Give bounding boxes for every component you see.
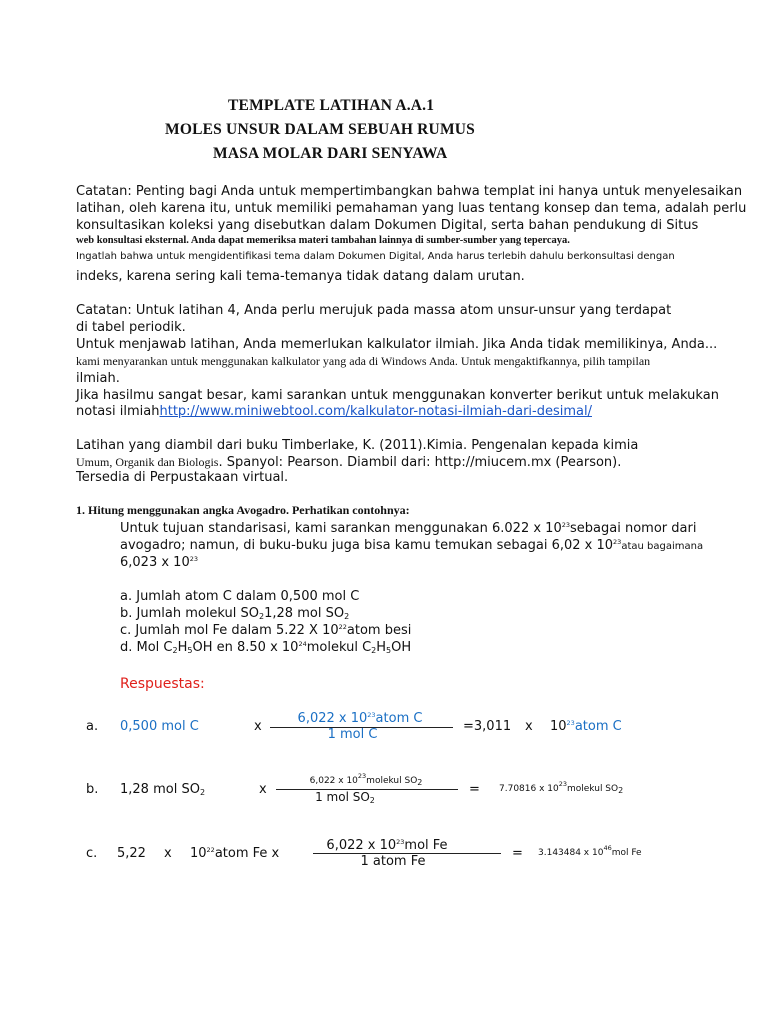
item-a: a. Jumlah atom C dalam 0,500 mol C bbox=[120, 589, 360, 604]
title-line-1: TEMPLATE LATIHAN A.A.1 bbox=[228, 97, 435, 114]
title-line-3: MASA MOLAR DARI SENYAWA bbox=[213, 145, 448, 162]
converter-link[interactable]: http://www.miniwebtool.com/kalkulator-notasi-ilmiah-dari-desimal/ bbox=[159, 404, 592, 419]
item-d: d. Mol $C_2H_5OH$ en 8.50 x $10^{24}molekul$ $C_2H_5OH$ bbox=[120, 640, 412, 655]
answers-heading: Respuestas: bbox=[120, 676, 205, 692]
item-c: c. Jumlah mol Fe dalam 5.22 X $10^{22}atom$ besi bbox=[120, 623, 412, 638]
question-heading: 1. Hitung menggunakan angka Avogadro. Perhatikan contohnya: bbox=[76, 503, 410, 517]
item-b: b. Jumlah molekul $SO_21,28$ mol $SO_2$ bbox=[120, 606, 350, 621]
title-line-2: MOLES UNSUR DALAM SEBUAH RUMUS bbox=[165, 121, 475, 138]
